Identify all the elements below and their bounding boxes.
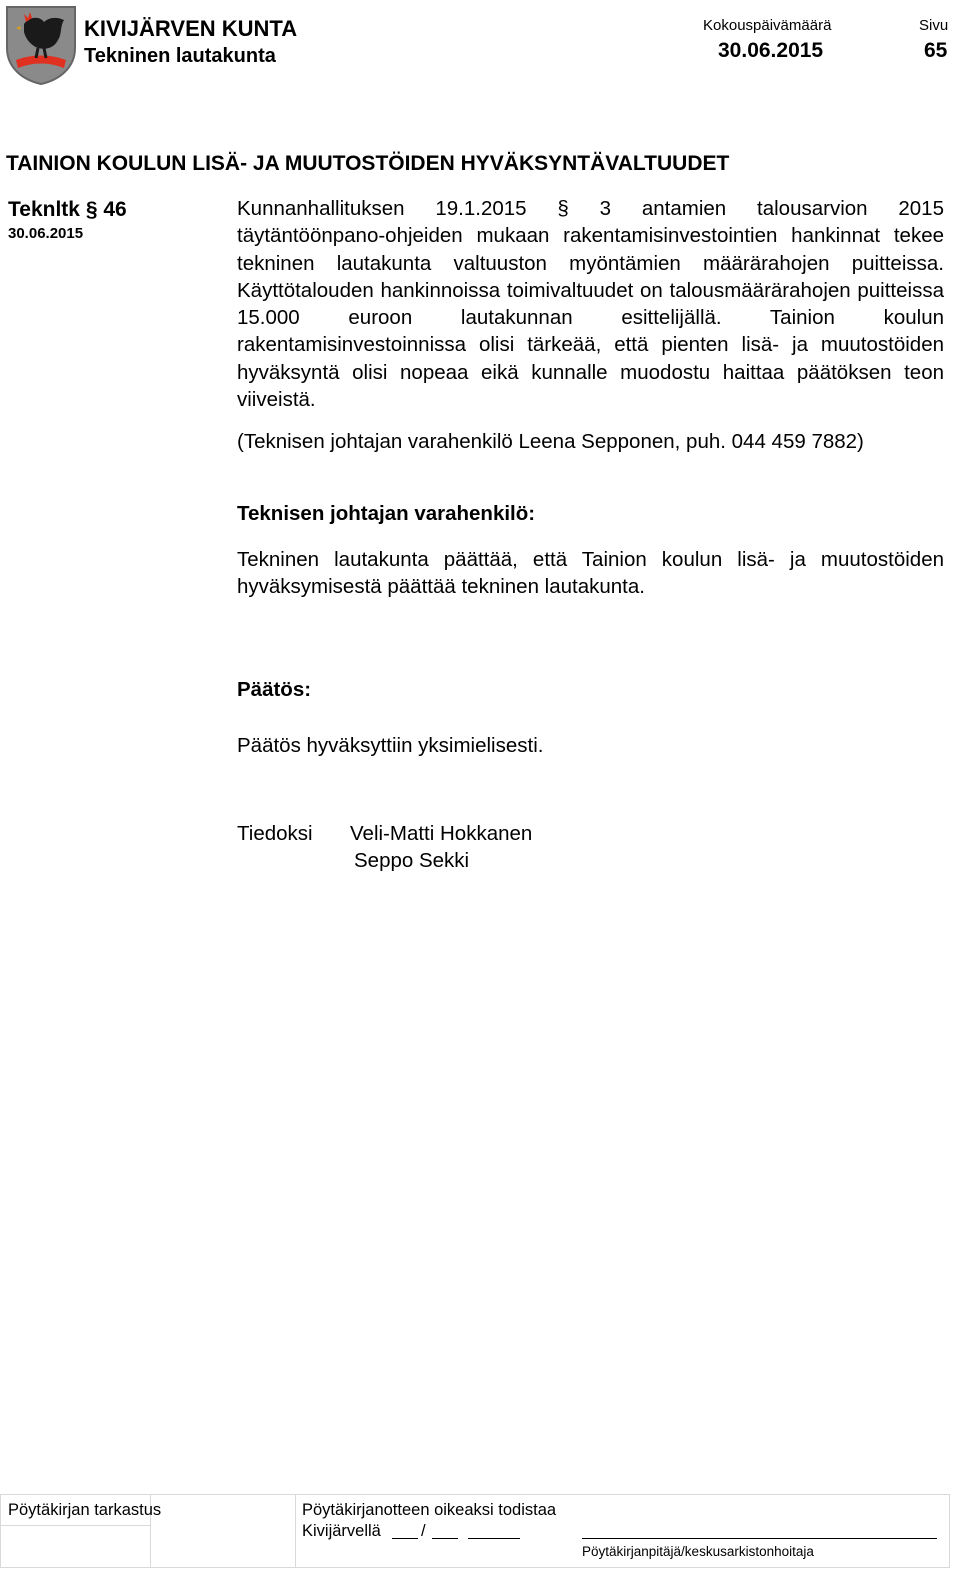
page-number: 65 <box>924 39 948 62</box>
meeting-date-label: Kokouspäivämäärä <box>703 17 832 34</box>
date-month-line <box>432 1538 458 1539</box>
page-label: Sivu <box>919 17 949 34</box>
notify-recipient: Veli-Matti Hokkanen <box>350 822 533 845</box>
decision-heading: Päätös: <box>237 678 312 701</box>
contact-paragraph: (Teknisen johtajan varahenkilö Leena Sepponen, puh. 044 459 7882) <box>237 430 864 453</box>
notify-label: Tiedoksi <box>237 822 313 845</box>
footer-review-label: Pöytäkirjan tarkastus <box>8 1501 162 1519</box>
footer-signer-title: Pöytäkirjanpitäjä/keskusarkistonhoitaja <box>582 1544 814 1559</box>
date-year-line <box>468 1538 520 1539</box>
notify-recipients <box>350 820 532 875</box>
section-number: 46 <box>103 198 127 221</box>
section-date: 30.06.2015 <box>8 225 84 242</box>
organization-name: KIVIJÄRVEN KUNTA <box>84 16 298 41</box>
background-paragraph: Kunnanhallituksen 19.1.2015 § 3 antamien talousarvion 2015 täytäntöönpano-ohjeiden mukaan rakentamisinvestointien hankinnat tekee tekninen lautakunta valtuuston myöntämien määrärahojen puitteissa. Käyttötalouden hankinnoissa toimivaltuudet on talousmäärärahojen puitteissa 15.000 euroon lautakunnan esittelijällä. Tainion koulun rakentamisinvestoinnissa olisi tärkeää, että pienten lisä- ja muutostöiden hyväksyntä olisi nopeaa eikä kunnalle muodostu haittaa päätöksen teon viiveistä. <box>237 197 944 412</box>
proposal-paragraph: Tekninen lautakunta päättää, että Tainion koulun lisä- ja muutostöiden hyväksymisestä päättää tekninen lautakunta. <box>237 548 944 599</box>
footer-place: Kivijärvellä <box>302 1522 381 1540</box>
proposal-heading: Teknisen johtajan varahenkilö: <box>237 502 536 525</box>
footer-date-separator: / <box>421 1522 426 1540</box>
section-ref-label: Teknltk <box>8 198 80 221</box>
notify-recipient: Seppo Sekki <box>354 849 470 873</box>
organization-unit: Tekninen lautakunta <box>84 45 276 67</box>
document-title: TAINION KOULUN LISÄ- JA MUUTOSTÖIDEN HYVÄKSYNTÄVALTUUDET <box>6 152 730 175</box>
section-symbol: § <box>85 198 98 221</box>
footer-certify-label: Pöytäkirjanotteen oikeaksi todistaa <box>302 1501 557 1519</box>
date-day-line <box>392 1538 418 1539</box>
coat-of-arms-logo <box>4 4 78 86</box>
decision-paragraph: Päätös hyväksyttiin yksimielisesti. <box>237 734 544 757</box>
meeting-date: 30.06.2015 <box>718 39 824 62</box>
signature-line <box>582 1538 937 1539</box>
section-reference <box>8 197 127 222</box>
